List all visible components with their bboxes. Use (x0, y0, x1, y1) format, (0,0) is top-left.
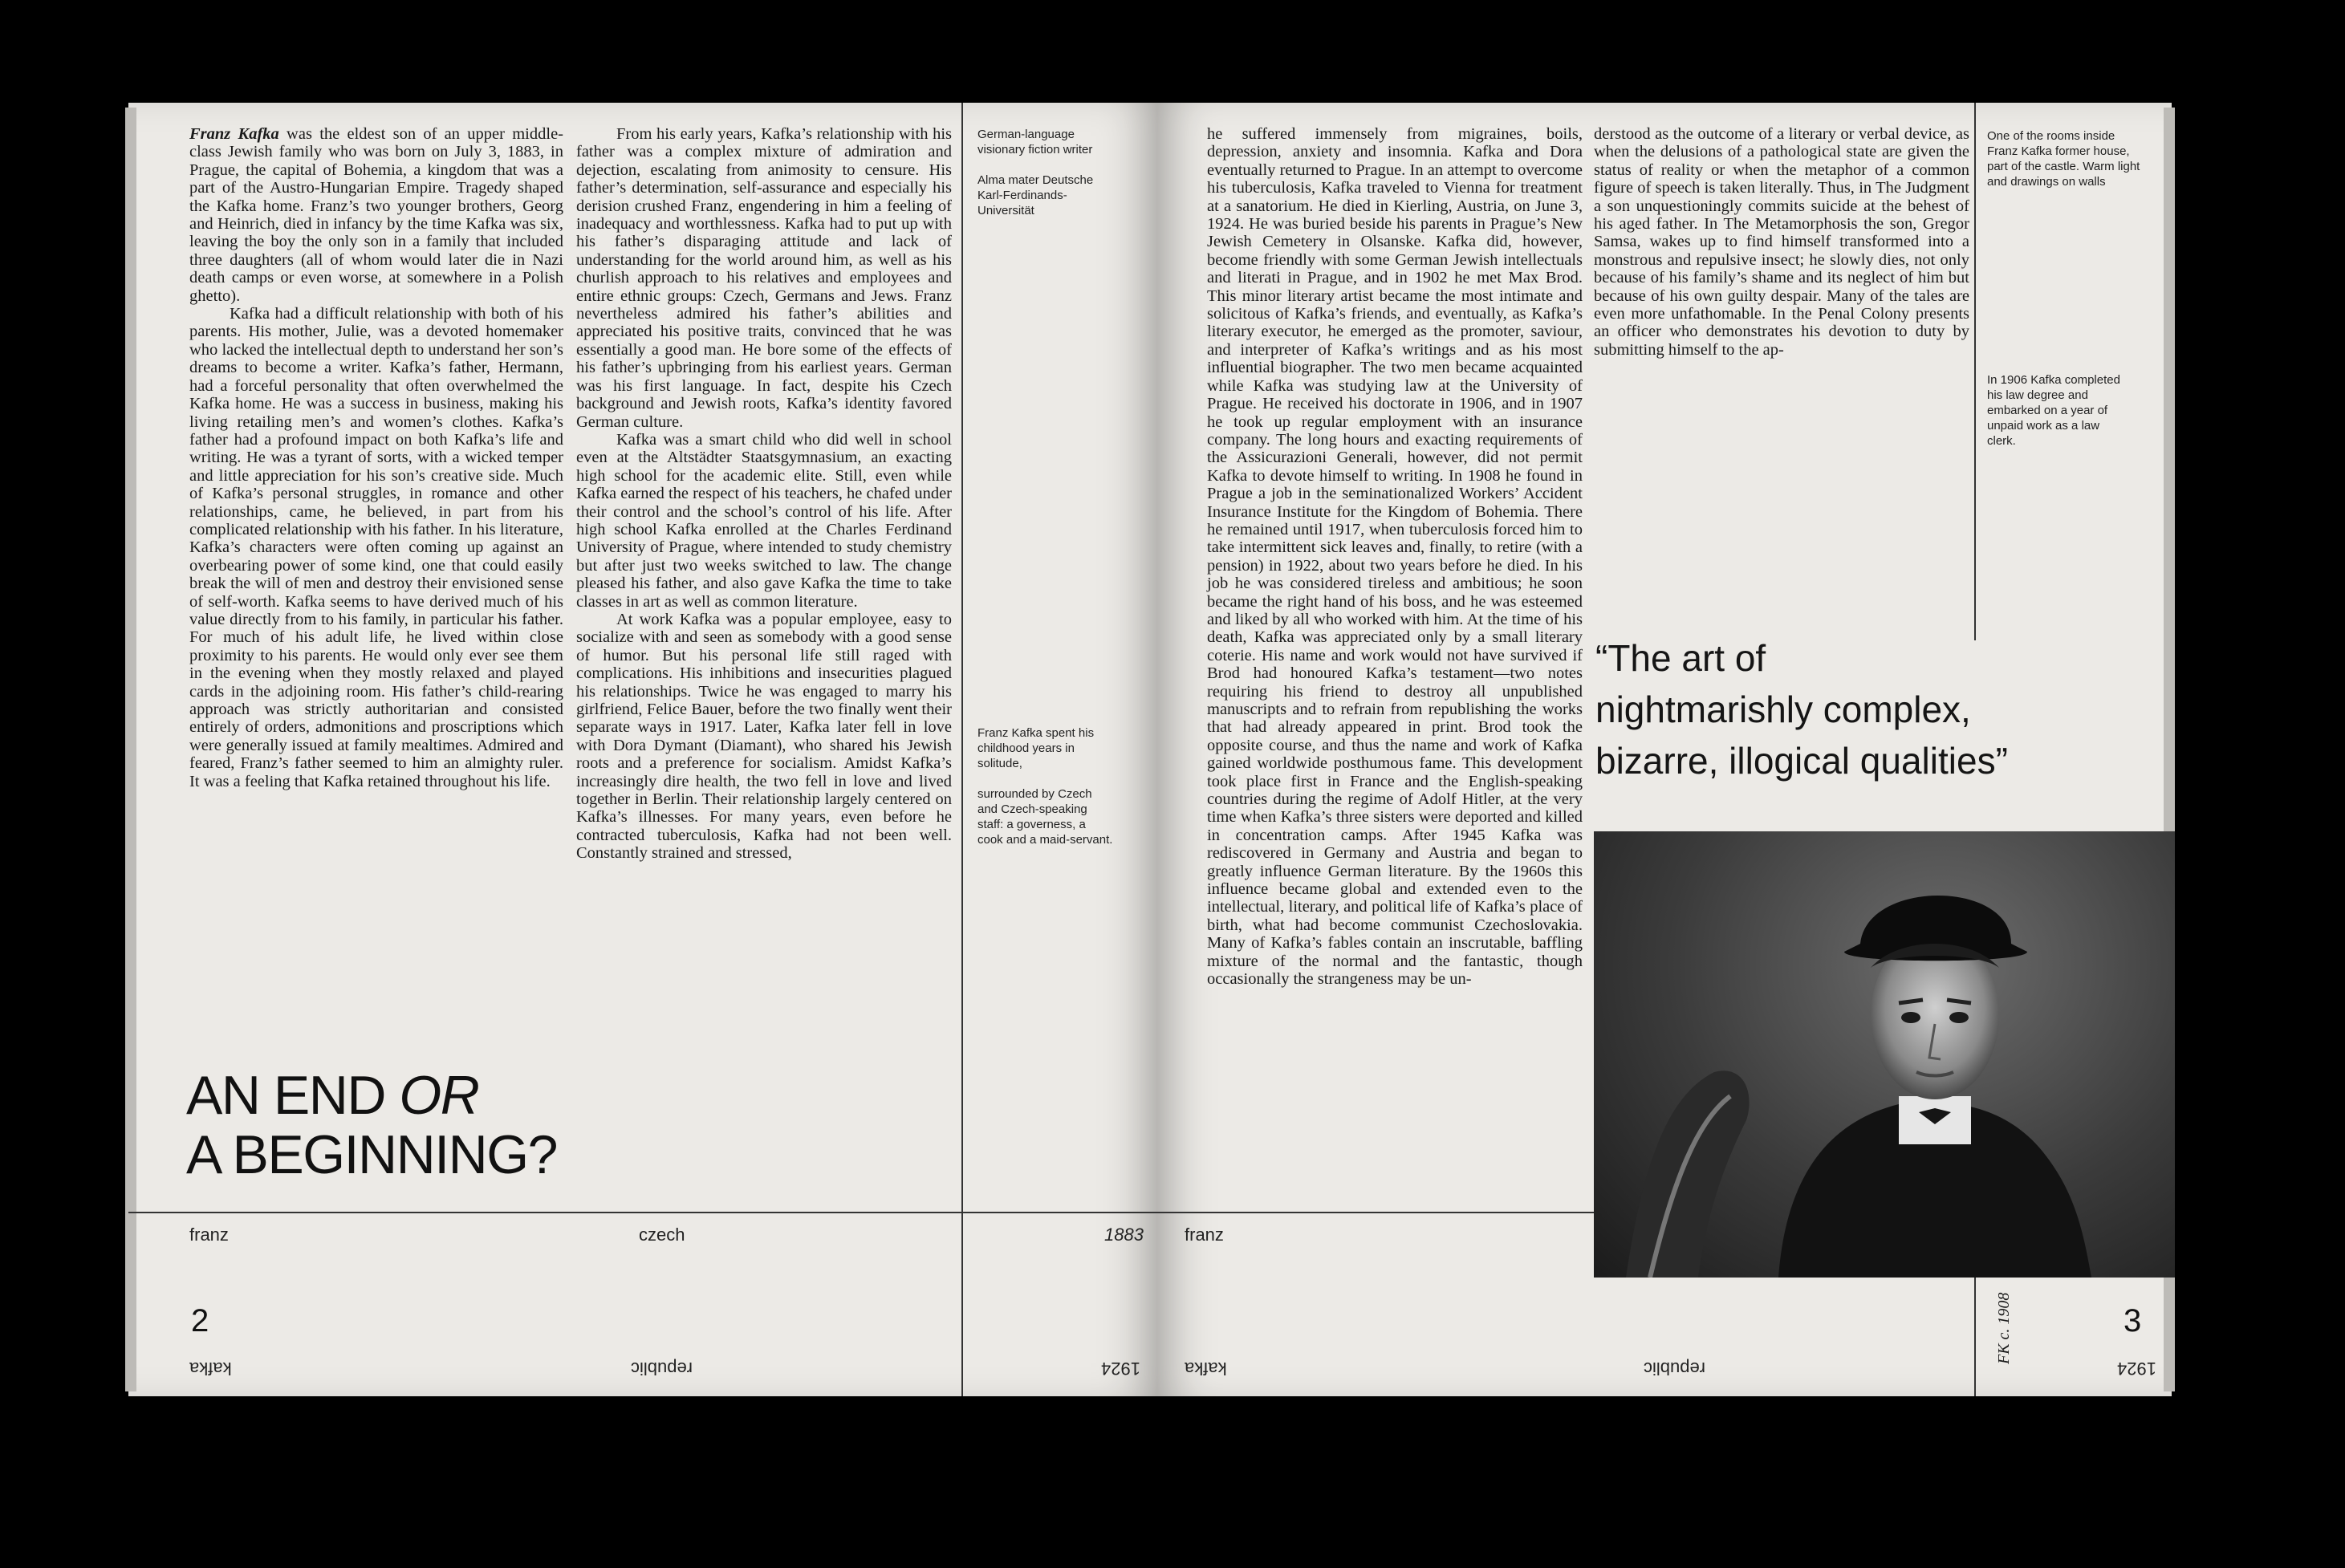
left-col1-para-1 (189, 125, 563, 305)
right-column-rule-bottom (1974, 1278, 1976, 1396)
photo-caption: FK c. 1908 (1995, 1292, 2013, 1364)
page-number-right: 3 (2124, 1303, 2142, 1338)
sidebar-note-room: One of the rooms inside Franz Kafka former house, part of the castle. Warm light and drawings on walls (1987, 129, 2140, 189)
footer-republic-flipped: republic (631, 1359, 693, 1379)
left-col2-para-1: From his early years, Kafka’s relationship with his father was a complex mixture of admiration and dejection, escalating from animosity to censure. His father’s determination, self-assurance and especially his derision crushed Franz, engendering in him a feeling of inadequacy and worthlessness. Kafka had to put up with his father’s disparaging attitude and lack of understanding for the world around him, as well as his churlish approach to his relatives and employees and entire ethnic groups: Czech, Germans and Jews. Franz nevertheless admired his father’s abilities and appreciated his positive traits, convinced that he was essentially a good man. He bore some of the effects of his father’s upbringing from his earliest years. German was his first language. In fact, despite his Czech background and Jewish roots, Kafka’s identity favored German culture. (576, 125, 952, 431)
left-page (128, 103, 1157, 1396)
sidebar-note-childhood: Franz Kafka spent his childhood years in solitude, (977, 726, 1095, 770)
left-col2-para-3: At work Kafka was a popular employee, easy to socialize with and seen as somebody with a good sense of humor. But his personal life still raged with complications. His inhibitions and insecurities plagued his relationships. Twice he was engaged to marry his girlfriend, Felice Bauer, before the two finally went their separate ways in 1917. Later, Kafka later fell in love with Dora Dymant (Diamant), who shared his Jewish roots and a preference for socialism. Amidst Kafka’s increasingly dire health, the two fell in love and lived together in Berlin. Their relationship largely centered on Kafka’s illnesses. For many years, even before he contracted tuberculosis, Kafka had not been well. Constantly strained and stressed, (576, 610, 952, 863)
right-column-rule-top (1974, 103, 1976, 640)
right-col1-para-1: he suffered immensely from migraines, boils, depression, anxiety and insomnia. Kafka and Dora eventually returned to Prague. In an attempt to overcome his tuberculosis, Kafka traveled to Vienna for treatment at a sanatorium. He died in Kierling, Austria, on June 3, 1924. He was buried beside his parents in Prague’s New Jewish Cemetery in Olsanske. Kafka did, however, become friendly with some German Jewish intellectuals and literati in Prague, and in 1902 he met Max Brod. This minor literary artist became the most intimate and solicitous of Kafka’s friends, and eventually, as Kafka’s literary executor, he emerged as the promoter, saviour, and interpreter of Kafka’s writings and as his most influential biographer. The two men became acquainted while Kafka was studying law at the University of Prague. He received his doctorate in 1906, and in 1907 he took up regular employment with an insurance company. The long hours and exacting requirements of the Assicurazioni Generali, however, did not permit Kafka to devote himself to writing. In 1908 he found in Prague a job in the seminationalized Workers’ Accident Insurance Institute for the Kingdom of Bohemia. There he remained until 1917, when tuberculosis forced him to take intermittent sick leaves and, finally, to retire (with a pension) in 1922, about two years before he died. In his job he was considered tireless and ambitious; he soon became the right hand of his boss, and he was esteemed and liked by all who worked with him. At the time of his death, Kafka was appreciated only by a small literary coterie. His name and work would not have survived if Brod had honoured Kafka’s testament—two notes requiring his friend to destroy all unpublished manuscripts and to refrain from republishing the works that had already appeared in print. Brod took the opposite course, and thus the name and work of Kafka gained worldwide posthumous fame. This development took place first in France and the English-speaking countries during the regime of Adolf Hitler, at the very time when Kafka’s three sisters were deported and killed in concentration camps. After 1945 Kafka was rediscovered in Germany and Austria and began to greatly influence German literature. By the 1960s this influence became global and extended even to the intellectual, literary, and political life of Kafka’s place of birth, what had become communist Czechoslovakia. Many of Kafka’s fables contain an inscrutable, baffling mixture of the normal and the fantastic, though occasionally the strangeness may be un- (1207, 125, 1583, 989)
right-sidebar-mid (1987, 372, 2124, 464)
sidebar-note-staff: surrounded by Czech and Czech-speaking staff: a governess, a cook and a maid-servant. (977, 787, 1113, 847)
footer-kafka-flipped: kafka (189, 1359, 232, 1379)
kafka-portrait-photo (1594, 831, 2175, 1278)
sidebar-note-law-degree: In 1906 Kafka completed his law degree and embarked on a year of unpaid work as a law clerk. (1987, 373, 2120, 448)
left-col1-para-2: Kafka had a difficult relationship with both of his parents. His mother, Julie, was a devoted homemaker who lacked the intellectual depth to understand her son’s dreams to become a writer. Kafka’s father, Hermann, had a forceful personality that often overwhelmed the Kafka home. He was a success in business, making his living retailing men’s and women’s clothes. Kafka’s father had a profound impact on both Kafka’s life and writing. He was a tyrant of sorts, with a wicked temper and little appreciation for his son’s creative side. Much of Kafka’s personal struggles, in romance and other relationships, came, he believed, in part from his complicated relationship with his father. In his literature, Kafka’s characters were often coming up against an overbearing power of some kind, one that could easily break the will of men and destroy their envisioned sense of self-worth. Kafka seems to have derived much of his value directly from to his family, in particular his father. For much of his adult life, he lived within close proximity to his parents. He would only ever see them in the evening when they mostly relaxed and played cards in the adjoining room. His father’s child-rearing approach was strictly authoritarian and consisted entirely of orders, admonitions and proscriptions which were generally issued at family mealtimes. Admired and feared, Franz’s father seemed to him an almighty ruler. It was a feeling that Kafka retained throughout his life. (189, 305, 563, 790)
right-col2-para-1: derstood as the outcome of a literary or verbal device, as when the delusions of a pathological state are given the status of reality or when the metaphor of a common figure of speech is taken literally. Thus, in The Judgment a son unquestioningly commits suicide at the behest of his aged father. In The Metamorphosis the son, Gregor Samsa, wakes up to find himself transformed into a monstrous and repulsive insect; he slowly dies, not only because of his family’s shame and its neglect of him but because of his own guilty despair. Many of the tales are even more unfathomable. In the Penal Colony presents an officer who demonstrates his devotion to duty by submitting himself to the ap- (1594, 125, 1969, 359)
quote-line-1: “The art of (1595, 637, 1766, 679)
footer-year-end-flipped: 1924 (1101, 1359, 1140, 1379)
quote-line-2: nightmarishly complex, (1595, 689, 1971, 730)
left-footer-rule (128, 1212, 1157, 1213)
footer-kafka-flipped-right: kafka (1185, 1359, 1227, 1379)
sidebar-note-writer: German-language visionary fiction writer (977, 128, 1093, 156)
headline-line1: AN END (186, 1065, 400, 1126)
left-col2-para-2: Kafka was a smart child who did well in school even at the Altstädter Staatsgymnasium, an exacting high school for the academic elite. Still, even while Kafka earned the respect of his teachers, he chafed under their control and the school’s control of his life. After high school Kafka enrolled at the Charles Ferdinand University of Prague, where intended to study chemistry but after just two weeks switched to law. The change pleased his father, and also gave Kafka the time to take classes in art as well as common literature. (576, 430, 952, 611)
footer-czech: czech (639, 1225, 685, 1245)
headline-or: OR (399, 1065, 479, 1126)
right-column-2 (1594, 125, 1969, 359)
footer-year-start: 1883 (1104, 1225, 1144, 1245)
portrait-illustration (1594, 831, 2175, 1278)
headline-line2: A BEGINNING? (186, 1124, 557, 1185)
page-edge-left (125, 108, 136, 1391)
footer-franz: franz (189, 1225, 229, 1245)
footer-republic-flipped-right: republic (1644, 1359, 1706, 1379)
left-column-2 (576, 125, 952, 863)
right-sidebar-top (1987, 128, 2148, 205)
left-sidebar-top (977, 127, 1114, 234)
left-column-1 (189, 125, 563, 790)
pull-quote (1595, 632, 2093, 786)
footer-franz-right: franz (1185, 1225, 1224, 1245)
left-column-rule (961, 103, 963, 1396)
quote-line-3: bizarre, illogical qualities” (1595, 740, 2008, 782)
right-column-1 (1207, 125, 1583, 989)
page-number-left: 2 (191, 1303, 209, 1338)
headline (186, 1066, 557, 1184)
left-col1-para-1-text: was the eldest son of an upper middle-class Jewish family who was born on July 3, 1883, in Prague, the capital of Bohemia, a kingdom that was a part of the Austro-Hungarian Empire. Tragedy shaped the Kafka home. Franz’s two younger brothers, Georg and Heinrich, died in infancy by the time Kafka was six, leaving the boy the only son in a family that included three daughters (all of whom would later die in Nazi death camps or even worse, at somewhere in a Polish ghetto). (189, 125, 563, 305)
lead-name: Franz Kafka (189, 125, 279, 143)
left-sidebar-bottom (977, 725, 1114, 863)
sidebar-note-alma-mater: Alma mater Deutsche Karl-Ferdinands-Universität (977, 173, 1094, 217)
footer-year-flipped-right: 1924 (2117, 1359, 2156, 1379)
